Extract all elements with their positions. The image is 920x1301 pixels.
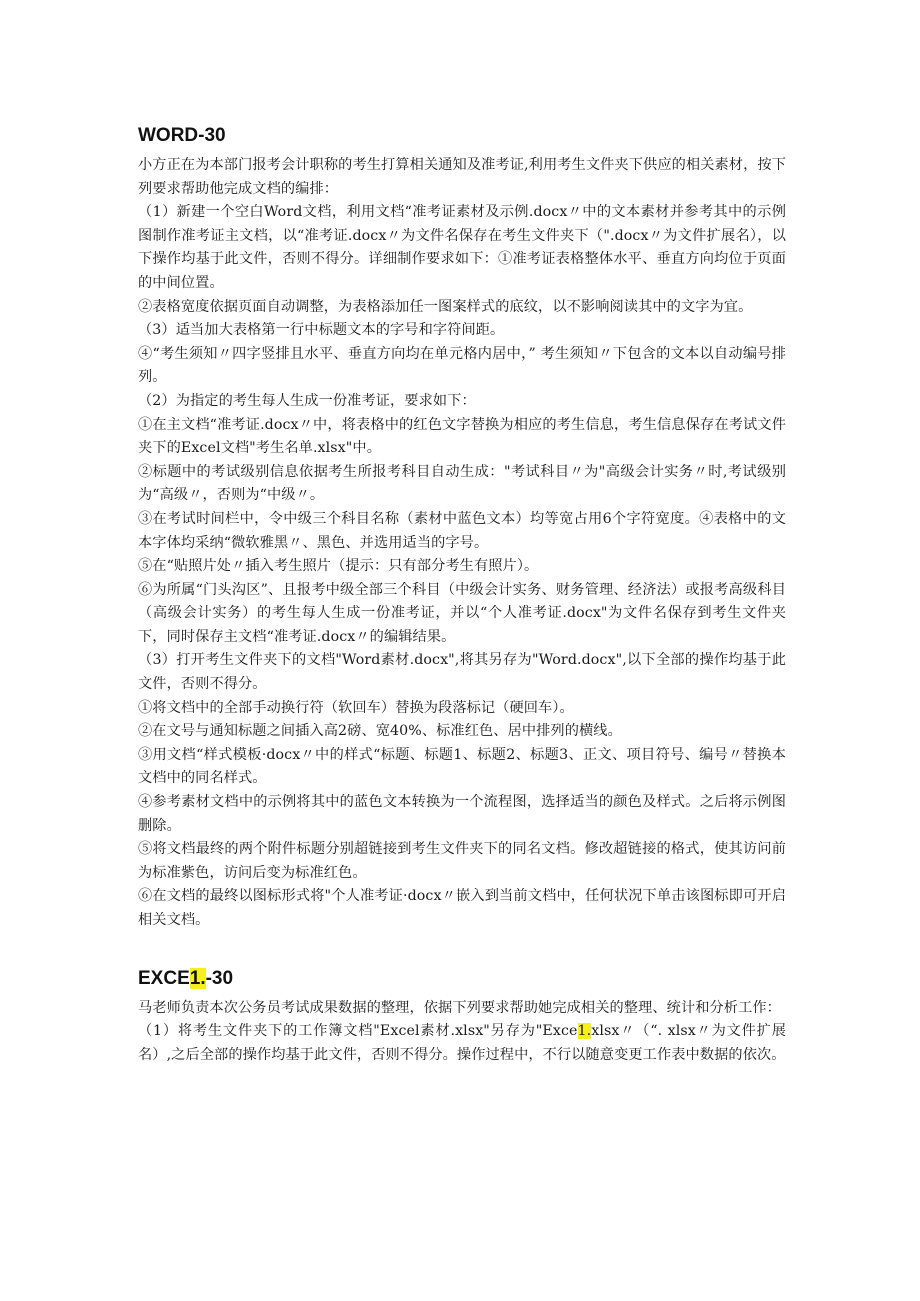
word-paragraph-task1-3: （3）适当加大表格第一行中标题文本的字号和字符间距。 (138, 322, 505, 339)
word-paragraph-task1-4: ④“考生须知〃四字竖排且水平、垂直方向均在单元格内居中，” 考生须知〃下包含的文本以自动编号排列。 (138, 345, 786, 386)
excel-section-title (138, 967, 786, 991)
word-paragraph-task2-1: ①在主文档“准考证.docx〃中，将表格中的红色文字替换为相应的考生信息，考生信息保存在考试文件夹下的Excel文档"考生名单.xlsx"中。 (138, 416, 786, 457)
excel-paragraph-intro: 马老师负责本次公务员考试成果数据的整理，依据下列要求帮助她完成相关的整理、统计和分析工作： (138, 999, 781, 1016)
word-paragraph-task3-3: ③用文档“样式模板·docx〃中的样式“标题、标题1、标题2、标题3、正文、项目符号、编号〃替换本文档中的同名样式。 (138, 746, 786, 787)
document-page (138, 124, 786, 1067)
word-paragraph-task2-6: ⑥为所属“门头沟区”、且报考中级全部三个科目（中级会计实务、财务管理、经济法）或报考高级科目（高级会计实务）的考生每人生成一份准考证，并以“个人准考证.docx"为文件名保存到考生文件夹下，同时保存主文档“准考证.docx〃的编辑结果。 (138, 581, 786, 645)
excel-title-prefix: EXCE (138, 967, 190, 989)
word-paragraph-task3-5: ⑤将文档最终的两个附件标题分别超链接到考生文件夹下的同名文档。修改超链接的格式，使其访问前为标准紫色，访问后变为标准红色。 (138, 841, 786, 881)
word-paragraph-task3-1: ①将文档中的全部手动换行符（软回车）替换为段落标记（硬回车）。 (138, 699, 574, 716)
word-paragraph-task3-4: ④参考素材文档中的示例将其中的蓝色文本转换为一个流程图，选择适当的颜色及样式。之后将示例图删除。 (138, 794, 786, 834)
word-paragraph-task1-2: ②表格宽度依据页面自动调整，为表格添加任一图案样式的底纹，以不影响阅读其中的文字为宜。 (138, 298, 753, 315)
word-paragraph-task1: （1）新建一个空白Word文档，利用文档“准考证素材及示例.docx〃中的文本素材并参考其中的示例图制作准考证主文档，以“准考证.docx〃为文件名保存在考生文件夹下（".docx〃为文件扩展名），以下操作均基于此文件，否则不得分。详细制作要求如下：①准考证表格整体水平、垂直方向均位于页面的中间位置。 (138, 204, 786, 291)
word-paragraph-task3-6: ⑥在文档的最终以图标形式将"个人准考证·docx〃嵌入到当前文档中，任何状况下单击该图标即可开启相关文档。 (138, 888, 786, 928)
excel-title-highlight: 1. (189, 967, 206, 989)
word-section-title: WORD-30 (138, 125, 226, 146)
word-paragraph-intro: 小方正在为本部门报考会计职称的考生打算相关通知及准考证,利用考生文件夹下供应的相关素材，按下列要求帮助他完成文档的编排： (138, 157, 786, 197)
excel-paragraph-task1 (138, 1020, 786, 1067)
excel-task1-before: （1）将考生文件夹下的工作簿文档"Excel素材.xlsx"另存为"Exce (138, 1023, 578, 1040)
excel-title-suffix: -30 (205, 967, 234, 989)
excel-task1-after: xlsx〃（“. xlsx〃为文件扩展名）,之后全部的操作均基于此文件，否则不得分。操作过程中，不行以随意变更工作表中数据的依次。 (138, 1023, 786, 1063)
word-paragraph-task2: （2）为指定的考生每人生成一份准考证，要求如下： (138, 392, 476, 409)
word-paragraph-task2-5: ⑤在“贴照片处〃插入考生照片（提示：只有部分考生有照片）。 (138, 558, 539, 575)
word-paragraph-task2-3: ③在考试时间栏中，令中级三个科目名称（素材中蓝色文本）均等宽占用6个字符宽度。④表格中的文本字体均采纳“微软雅黑〃、黑色、并选用适当的字号。 (138, 510, 786, 551)
word-paragraph-task3: （3）打开考生文件夹下的文档"Word素材.docx",将其另存为"Word.docx",以下全部的操作均基于此文件，否则不得分。 (138, 652, 786, 693)
excel-task1-highlight: 1. (577, 1023, 592, 1040)
word-paragraph-task3-2: ②在文号与通知标题之间插入高2磅、宽40%、标准红色、居中排列的横线。 (138, 723, 622, 740)
word-paragraph-task2-2: ②标题中的考试级别信息依据考生所报考科目自动生成："考试科目〃为"高级会计实务〃时,考试级别为“高级〃，否则为“中级〃。 (138, 463, 786, 504)
